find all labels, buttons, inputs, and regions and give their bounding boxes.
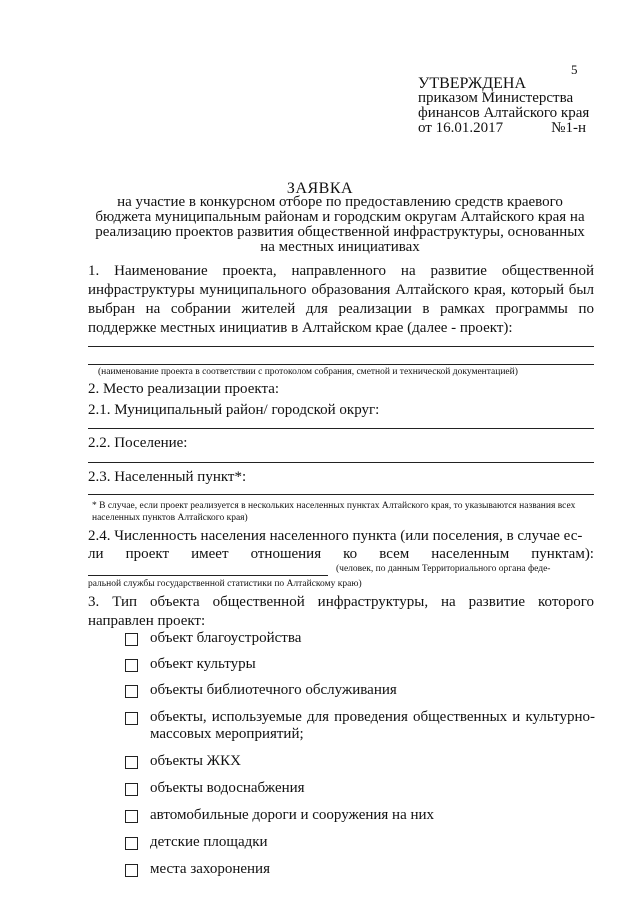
section1-text: 1. Наименование проекта, направленного на развитие общественной инфраструктуры муниципального образования Алтайского края, который был выбран на собрании жителей для реализации в рамках программы по поддержке местных инициатив в Алтайском крае (далее - проект):: [88, 263, 594, 336]
population-word: пунктам):: [531, 546, 594, 562]
checkbox[interactable]: [125, 756, 138, 769]
population-note1: (человек, по данным Территориального органа феде-: [336, 564, 551, 574]
population-word: всем: [379, 546, 410, 562]
option-row[interactable]: [125, 709, 595, 743]
approval-date: от 16.01.2017: [418, 120, 504, 136]
option-label: объекты ЖКХ: [150, 753, 241, 769]
option-label: автомобильные дороги и сооружения на них: [150, 807, 435, 823]
population-word: имеет: [191, 546, 229, 562]
population-word: ко: [343, 546, 358, 562]
object-type-list: [125, 630, 595, 878]
population-word: отношения: [250, 546, 322, 562]
approval-line2: финансов Алтайского края: [418, 105, 590, 121]
approval-line1: приказом Министерства: [418, 90, 574, 106]
option-label: места захоронения: [150, 861, 270, 877]
approval-title: УТВЕРЖДЕНА: [418, 75, 527, 92]
approval-date-line: [418, 121, 586, 136]
checkbox[interactable]: [125, 810, 138, 823]
locality-field-line[interactable]: [88, 494, 594, 495]
population-field-line[interactable]: [88, 575, 328, 576]
population-note2: ральной службы государственной статистики по Алтайскому краю): [88, 579, 362, 589]
checkbox[interactable]: [125, 864, 138, 877]
option-label: объект благоустройства: [150, 630, 302, 646]
option-row[interactable]: [125, 780, 595, 797]
approval-number: №1-н: [551, 120, 586, 136]
option-row[interactable]: [125, 630, 595, 647]
project-name-line-2[interactable]: [88, 364, 594, 365]
population-word: населенным: [431, 546, 510, 562]
population-word: проект: [125, 546, 170, 562]
district-label: 2.1. Муниципальный район/ городской округ:: [88, 402, 380, 418]
option-row[interactable]: [125, 753, 595, 770]
district-field-line[interactable]: [88, 428, 594, 429]
document-subtitle: на участие в конкурсном отборе по предоставлению средств краевого бюджета муниципальным районам и городским округам Алтайского края на реализацию проектов развития общественной инфраструктуры, основанных на местных инициативах: [95, 194, 585, 255]
option-label: объекты, используемые для проведения общественных и культурно-массовых мероприятий;: [150, 709, 595, 742]
locality-footnote: * В случае, если проект реализуется в нескольких населенных пунктах Алтайского края, то указываются названия всех населенных пунктов Алтайского края): [92, 501, 576, 523]
option-row[interactable]: [125, 656, 595, 673]
option-row[interactable]: [125, 807, 595, 824]
checkbox[interactable]: [125, 712, 138, 725]
option-label: объекты водоснабжения: [150, 780, 305, 796]
settlement-label: 2.2. Поселение:: [88, 435, 188, 451]
section2-heading: 2. Место реализации проекта:: [88, 381, 280, 397]
option-row[interactable]: [125, 682, 595, 699]
option-row[interactable]: [125, 861, 595, 878]
population-label-line1: 2.4. Численность населения населенного пункта (или поселения, в случае ес-: [88, 528, 583, 544]
section3-heading: 3. Тип объекта общественной инфраструктуры, на развитие которого направлен проект:: [88, 594, 594, 629]
checkbox[interactable]: [125, 837, 138, 850]
checkbox[interactable]: [125, 783, 138, 796]
checkbox[interactable]: [125, 633, 138, 646]
settlement-field-line[interactable]: [88, 462, 594, 463]
checkbox[interactable]: [125, 659, 138, 672]
population-label-line2: [88, 545, 594, 564]
section1-note: (наименование проекта в соответствии с протоколом собрания, сметной и технической документацией): [98, 367, 518, 377]
option-row[interactable]: [125, 834, 595, 851]
project-name-line[interactable]: [88, 346, 594, 347]
document-title: ЗАЯВКА: [286, 180, 354, 197]
option-label: детские площадки: [150, 834, 268, 850]
approval-stamp: [418, 76, 589, 136]
option-label: объект культуры: [150, 656, 256, 672]
population-word: ли: [88, 546, 104, 562]
locality-label: 2.3. Населенный пункт*:: [88, 469, 247, 485]
option-label: объекты библиотечного обслуживания: [150, 682, 397, 698]
checkbox[interactable]: [125, 685, 138, 698]
page-number: 5: [571, 62, 578, 77]
